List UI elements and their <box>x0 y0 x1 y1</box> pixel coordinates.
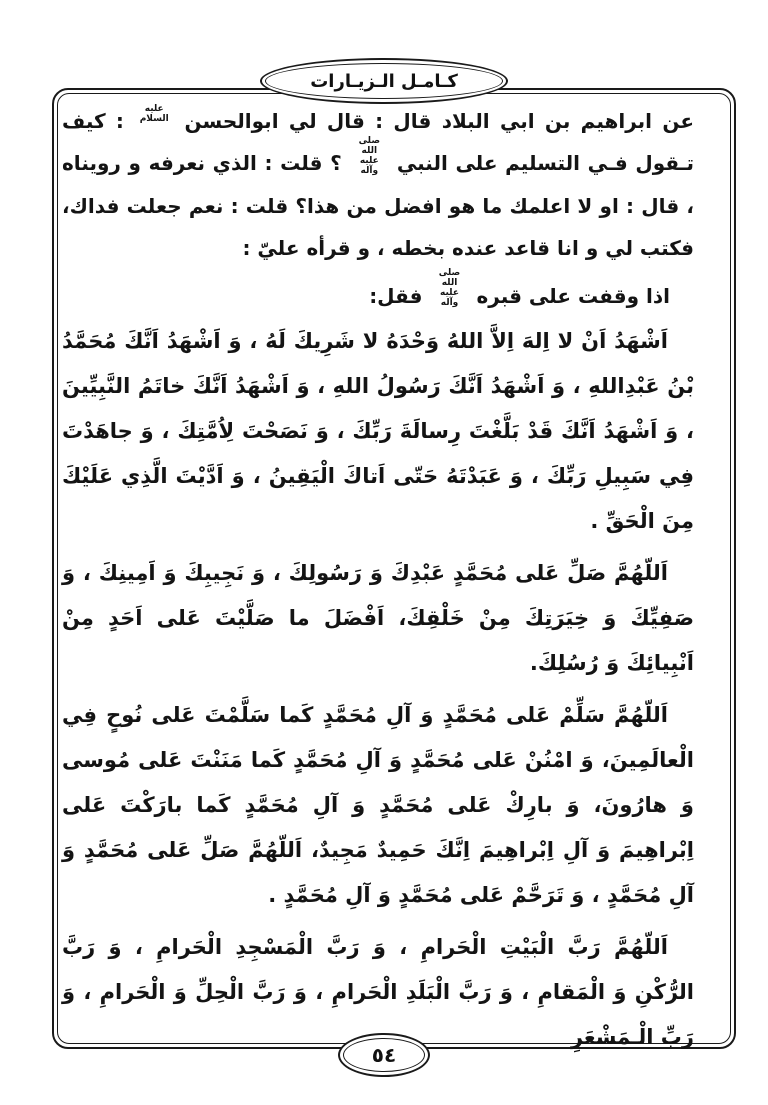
text-segment: ؟ قلت : الذي نعرفه و رويناه ، قال : او لا اعلمك ما هو افضل من هذا؟ قلت : نعم جعلت فداك، فكتب لي و انا قاعد عنده بخطه ، و قرأه عليّ : <box>62 151 694 260</box>
text-body <box>62 100 694 1067</box>
text-segment: اَللّهُمَّ سَلِّمْ عَلى مُحَمَّدٍ وَ آلِ مُحَمَّدٍ كَما سَلَّمْتَ عَلى نُوحٍ فِي الْعالَمِينَ، وَ امْنُنْ عَلى مُحَمَّدٍ وَ آلِ مُحَمَّدٍ كَما مَنَنْتَ عَلى مُوسى وَ هارُونَ، وَ بارِكْ عَلى مُحَمَّدٍ وَ آلِ مُحَمَّدٍ كَما بارَكْتَ عَلى اِبْراهِيمَ وَ آلِ اِبْراهِيمَ اِنَّكَ حَمِيدٌ مَجِيدٌ، اَللّهُمَّ صَلِّ عَلى مُحَمَّدٍ وَ آلِ مُحَمَّدٍ ، وَ تَرَحَّمْ عَلى مُحَمَّدٍ وَ آلِ مُحَمَّدٍ . <box>62 703 694 907</box>
text-segment: اَللّهُمَّ رَبَّ الْبَيْتِ الْحَرامِ ، وَ رَبَّ الْمَسْجِدِ الْحَرامِ ، وَ رَبَّ الرُّكْنِ وَ الْمَقامِ ، وَ رَبَّ الْبَلَدِ الْحَرامِ ، وَ رَبَّ الْحِلِّ وَ الْحَرامِ ، وَ رَبِّ الْـمَشْعَرِ <box>62 935 694 1049</box>
text-segment: : كيف تـقول فـي التسليم على النبي <box>62 109 694 175</box>
text-segment: اَللّهُمَّ صَلِّ عَلى مُحَمَّدٍ عَبْدِكَ وَ رَسُولِكَ ، وَ نَجِيبِكَ وَ اَمِينِكَ ، وَ صَفِيِّكَ وَ خِيَرَتِكَ مِنْ خَلْقِكَ، اَفْضَلَ ما صَلَّيْتَ عَلى اَحَدٍ مِنْ اَنْبِيائِكَ وَ رُسُلِكَ. <box>62 561 694 675</box>
text-segment: اَشْهَدُ اَنْ لا اِلهَ اِلاَّ اللهُ وَحْدَهُ لا شَرِيكَ لَهُ ، وَ اَشْهَدُ اَنَّكَ مُحَمَّدُ بْنُ عَبْدِاللهِ ، وَ اَشْهَدُ اَنَّكَ رَسُولُ اللهِ ، وَ اَشْهَدُ اَنَّكَ خاتَمُ النَّبِيِّينَ ، وَ اَشْهَدُ اَنَّكَ قَدْ بَلَّغْتَ رِسالَةَ رَبِّكَ ، وَ نَصَحْتَ لِاُمَّتِكَ ، وَ جاهَدْتَ فِي سَبِيلِ رَبِّكَ ، وَ عَبَدْتَهُ حَتّى اَتاكَ الْيَقِينُ ، وَ اَدَّيْتَ الَّذِي عَلَيْكَ مِنَ الْحَقِّ . <box>62 329 694 533</box>
honorific-mark: صلى الله عليه وآله <box>438 268 461 308</box>
text-segment: فقل: <box>369 283 430 308</box>
header-cartouche <box>260 58 508 104</box>
text-segment: عن ابراهيم بن ابي البلاد قال : قال لي ابوالحسن <box>174 109 694 133</box>
paragraph <box>62 693 694 918</box>
paragraph <box>62 268 694 318</box>
honorific-mark: صلى الله عليه وآله <box>358 135 381 176</box>
honorific-mark: عليه السلام <box>139 103 169 124</box>
paragraph <box>62 319 694 544</box>
paragraph <box>62 100 694 269</box>
page-number: ٥٤ <box>371 1043 397 1067</box>
page-number-badge <box>338 1033 430 1077</box>
paragraph <box>62 551 694 686</box>
book-title: كـامـل الـزيـارات <box>310 70 458 92</box>
text-segment: اذا وقفت على قبره <box>469 283 670 308</box>
